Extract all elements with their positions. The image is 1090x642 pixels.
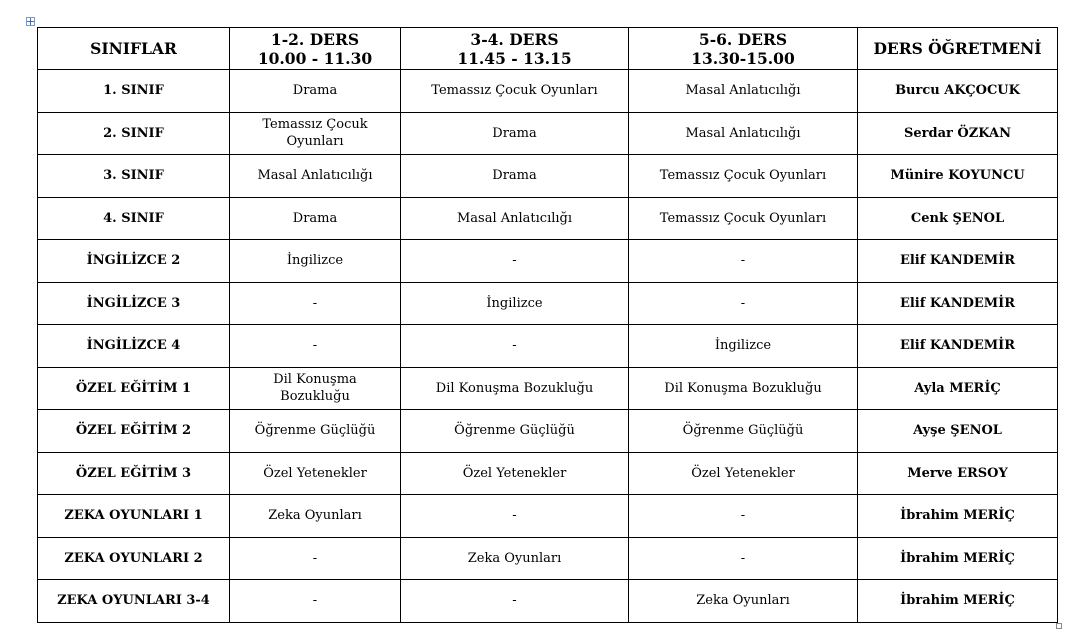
table-row [38, 367, 1058, 410]
table-row [38, 325, 1058, 368]
period-2-cell: Drama [401, 155, 629, 198]
period-2-cell: Masal Anlatıcılığı [401, 197, 629, 240]
header-row [38, 28, 1058, 70]
table-row [38, 155, 1058, 198]
teacher-cell: Burcu AKÇOCUK [858, 70, 1058, 113]
period-2-cell: Temassız Çocuk Oyunları [401, 70, 629, 113]
teacher-cell: Cenk ŞENOL [858, 197, 1058, 240]
teacher-cell: İbrahim MERİÇ [858, 495, 1058, 538]
class-cell: İNGİLİZCE 2 [38, 240, 230, 283]
header-period-3-time: 13.30-15.00 [691, 48, 795, 68]
period-2-cell: Drama [401, 112, 629, 155]
teacher-cell: Ayla MERİÇ [858, 367, 1058, 410]
teacher-cell: Münire KOYUNCU [858, 155, 1058, 198]
class-cell: ZEKA OYUNLARI 1 [38, 495, 230, 538]
period-2-cell: - [401, 325, 629, 368]
class-cell: 1. SINIF [38, 70, 230, 113]
header-period-3 [629, 28, 858, 70]
period-2-cell: - [401, 240, 629, 283]
teacher-cell: İbrahim MERİÇ [858, 580, 1058, 623]
period-3-cell: Temassız Çocuk Oyunları [629, 155, 858, 198]
period-3-cell: Öğrenme Güçlüğü [629, 410, 858, 453]
table-row [38, 495, 1058, 538]
header-period-3-name: 5-6. DERS [698, 29, 788, 49]
period-3-cell: Dil Konuşma Bozukluğu [629, 367, 858, 410]
period-3-cell: İngilizce [629, 325, 858, 368]
class-cell: 3. SINIF [38, 155, 230, 198]
table-row [38, 282, 1058, 325]
period-2-cell: - [401, 580, 629, 623]
period-1-cell: - [230, 580, 401, 623]
period-1-cell: - [230, 325, 401, 368]
period-1-cell: Zeka Oyunları [230, 495, 401, 538]
period-2-cell: Öğrenme Güçlüğü [401, 410, 629, 453]
header-period-2 [401, 28, 629, 70]
table-row [38, 410, 1058, 453]
table-row [38, 70, 1058, 113]
table-row [38, 580, 1058, 623]
table-row [38, 240, 1058, 283]
table-row [38, 537, 1058, 580]
period-2-cell: Özel Yetenekler [401, 452, 629, 495]
period-1-cell: İngilizce [230, 240, 401, 283]
class-cell: 2. SINIF [38, 112, 230, 155]
period-3-cell: Masal Anlatıcılığı [629, 70, 858, 113]
teacher-cell: İbrahim MERİÇ [858, 537, 1058, 580]
teacher-cell: Serdar ÖZKAN [858, 112, 1058, 155]
header-period-1-time: 10.00 - 11.30 [257, 48, 373, 68]
period-3-cell: - [629, 240, 858, 283]
teacher-cell: Merve ERSOY [858, 452, 1058, 495]
period-2-cell: Dil Konuşma Bozukluğu [401, 367, 629, 410]
teacher-cell: Elif KANDEMİR [858, 282, 1058, 325]
period-3-cell: - [629, 537, 858, 580]
table-resize-handle-icon[interactable] [1056, 623, 1062, 629]
class-cell: ZEKA OYUNLARI 3-4 [38, 580, 230, 623]
period-1-cell: - [230, 282, 401, 325]
period-2-cell: Zeka Oyunları [401, 537, 629, 580]
class-cell: İNGİLİZCE 3 [38, 282, 230, 325]
period-1-cell: Masal Anlatıcılığı [230, 155, 401, 198]
period-3-cell: Temassız Çocuk Oyunları [629, 197, 858, 240]
class-cell: ZEKA OYUNLARI 2 [38, 537, 230, 580]
period-1-cell: Özel Yetenekler [230, 452, 401, 495]
table-row [38, 197, 1058, 240]
class-cell: ÖZEL EĞİTİM 3 [38, 452, 230, 495]
header-period-1 [230, 28, 401, 70]
header-period-1-name: 1-2. DERS [270, 29, 360, 49]
period-3-cell: - [629, 282, 858, 325]
period-1-cell: Drama [230, 70, 401, 113]
teacher-cell: Ayşe ŞENOL [858, 410, 1058, 453]
period-1-cell: - [230, 537, 401, 580]
period-3-cell: Özel Yetenekler [629, 452, 858, 495]
period-2-cell: - [401, 495, 629, 538]
period-3-cell: - [629, 495, 858, 538]
teacher-cell: Elif KANDEMİR [858, 325, 1058, 368]
period-3-cell: Zeka Oyunları [629, 580, 858, 623]
table-row [38, 452, 1058, 495]
period-1-cell: Öğrenme Güçlüğü [230, 410, 401, 453]
header-classes: SINIFLAR [38, 28, 230, 70]
class-cell: ÖZEL EĞİTİM 1 [38, 367, 230, 410]
header-teacher: DERS ÖĞRETMENİ [858, 28, 1058, 70]
class-cell: İNGİLİZCE 4 [38, 325, 230, 368]
period-2-cell: İngilizce [401, 282, 629, 325]
header-period-2-time: 11.45 - 13.15 [457, 48, 572, 68]
teacher-cell: Elif KANDEMİR [858, 240, 1058, 283]
period-3-cell: Masal Anlatıcılığı [629, 112, 858, 155]
period-1-cell: Temassız Çocuk Oyunları [230, 112, 401, 155]
schedule-table [37, 27, 1058, 623]
class-cell: 4. SINIF [38, 197, 230, 240]
header-period-2-name: 3-4. DERS [470, 29, 559, 49]
period-1-cell: Drama [230, 197, 401, 240]
period-1-cell: Dil Konuşma Bozukluğu [230, 367, 401, 410]
class-cell: ÖZEL EĞİTİM 2 [38, 410, 230, 453]
table-move-handle-icon[interactable] [26, 17, 35, 26]
table-row [38, 112, 1058, 155]
